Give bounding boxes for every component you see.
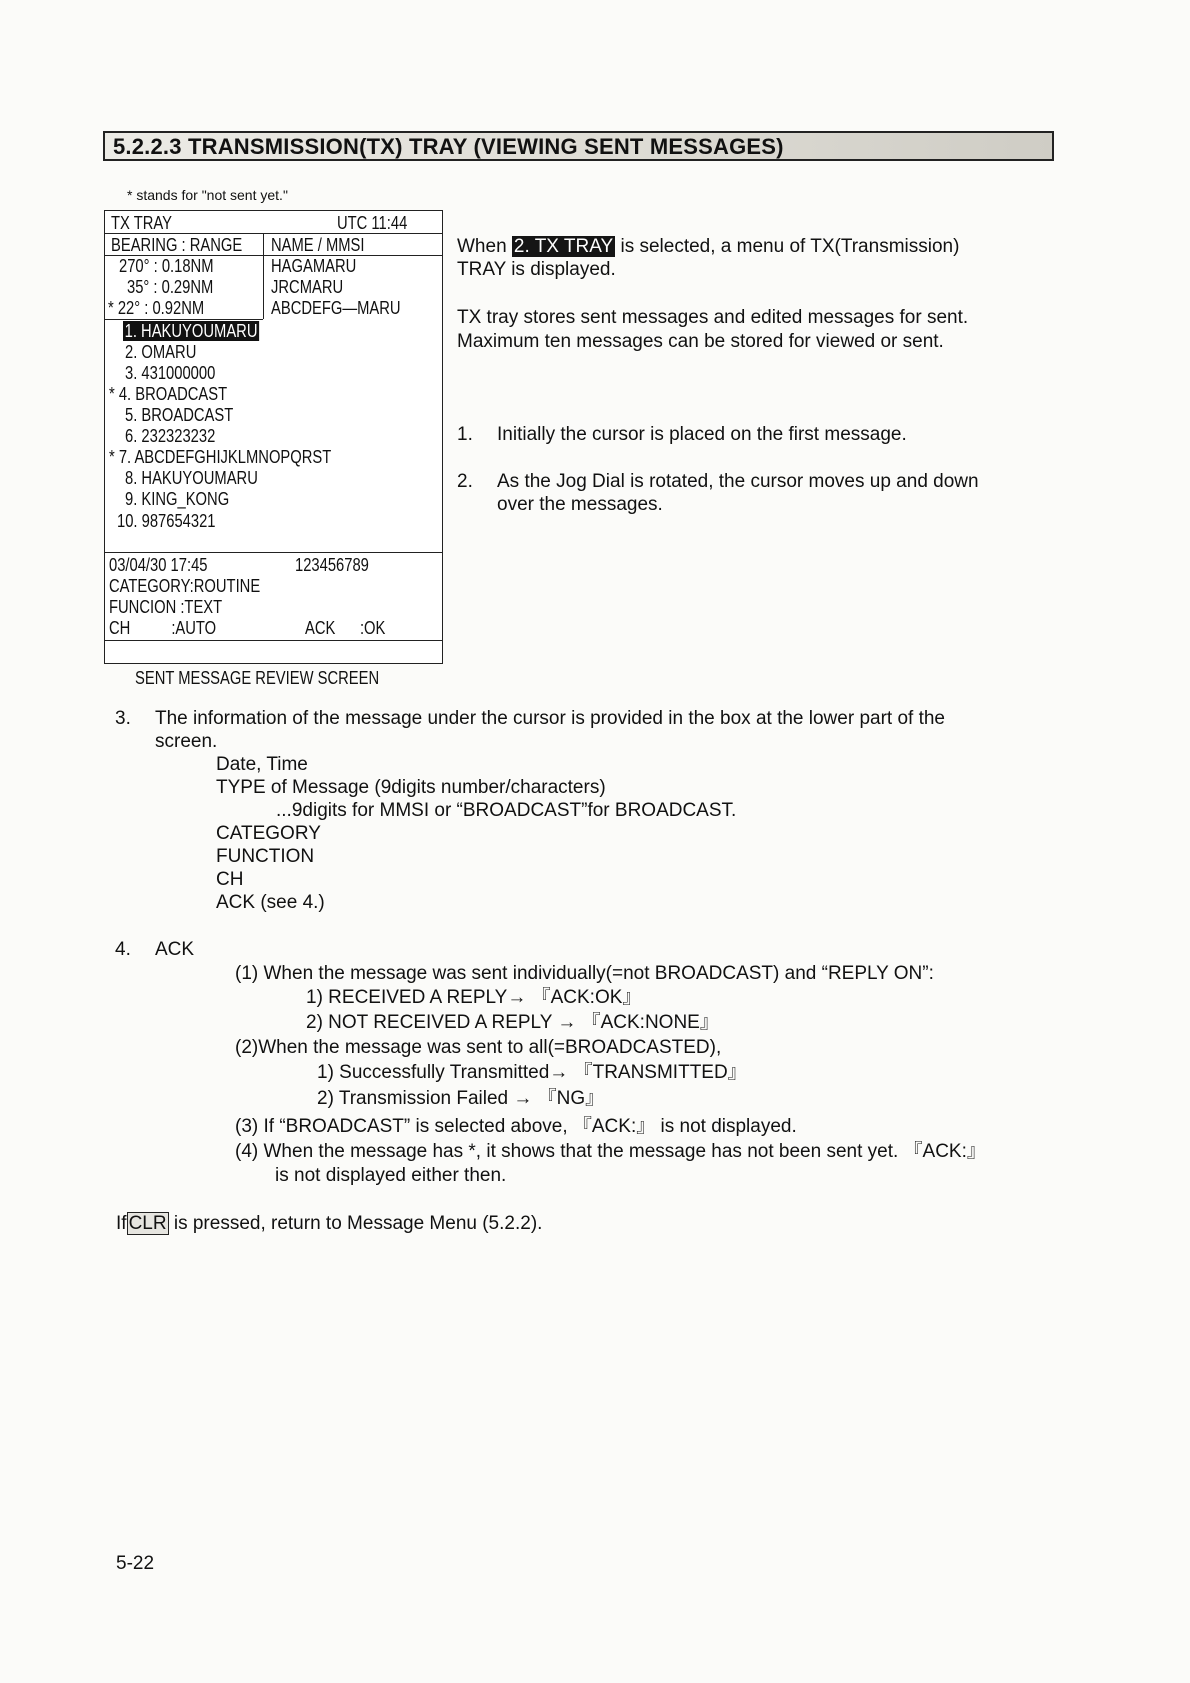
list-item-text: The information of the message under the cursor is provided in the box at the lower part of the [155, 708, 945, 729]
ack-rule: is not displayed either then. [275, 1165, 507, 1186]
screen-time: UTC 11:44 [337, 213, 408, 233]
target-name: HAGAMARU [271, 256, 357, 276]
message-item[interactable]: 5. BROADCAST [125, 405, 234, 425]
asterisk-note: * stands for "not sent yet." [127, 187, 288, 203]
intro-line: When 2. TX TRAY is selected, a menu of TX(Transmission) [457, 236, 960, 257]
message-item[interactable]: 10. 987654321 [117, 511, 216, 531]
info-category: CATEGORY:ROUTINE [109, 576, 261, 596]
list-item-title: ACK [155, 939, 195, 960]
list-number: 1. [457, 424, 473, 445]
ack-rule: (1) When the message was sent individually(=not BROADCAST) and “REPLY ON”: [235, 963, 934, 984]
section-title: 5.2.2.3 TRANSMISSION(TX) TRAY (VIEWING SENT MESSAGES) [113, 134, 784, 159]
info-ack: ACK :OK [305, 618, 386, 638]
list-item-text: screen. [155, 731, 218, 752]
message-item[interactable]: 2. OMARU [125, 342, 197, 362]
ack-rule: 2) Transmission Failed → 『NG』 [317, 1088, 605, 1109]
list-item-text: As the Jog Dial is rotated, the cursor moves up and down [497, 471, 979, 492]
ack-rule: 1) Successfully Transmitted→ 『TRANSMITTED』 [317, 1062, 747, 1083]
screen-caption: SENT MESSAGE REVIEW SCREEN [135, 668, 380, 688]
target-name: ABCDEFG—MARU [271, 298, 401, 318]
column-bearing-range: BEARING : RANGE [111, 235, 243, 255]
target-bearing: 270° : 0.18NM [119, 256, 214, 276]
message-item[interactable]: 9. KING_KONG [125, 489, 230, 509]
field-name: Date, Time [216, 754, 308, 775]
info-function: FUNCION :TEXT [109, 597, 223, 617]
info-channel: CH :AUTO [109, 618, 217, 638]
field-name: CATEGORY [216, 823, 321, 844]
message-item[interactable]: 3. 431000000 [125, 363, 216, 383]
column-name-mmsi: NAME / MMSI [271, 235, 365, 255]
ack-rule: 2) NOT RECEIVED A REPLY → 『ACK:NONE』 [306, 1012, 719, 1033]
list-number: 2. [457, 471, 473, 492]
list-item-text: over the messages. [497, 494, 663, 515]
field-name: CH [216, 869, 244, 890]
intro-line: TRAY is displayed. [457, 259, 616, 280]
info-datetime: 03/04/30 17:45 [109, 555, 208, 575]
target-name: JRCMARU [271, 277, 344, 297]
message-item[interactable]: * 4. BROADCAST [109, 384, 228, 404]
message-item[interactable]: * 7. ABCDEFGHIJKLMNOPQRST [109, 447, 332, 467]
clr-note: If CLR is pressed, return to Message Menu (5.2.2). [116, 1213, 543, 1234]
ack-rule: 1) RECEIVED A REPLY→ 『ACK:OK』 [306, 987, 642, 1008]
clr-key: CLR [128, 1213, 167, 1234]
description-line: TX tray stores sent messages and edited messages for sent. [457, 307, 969, 328]
target-bearing: * 22° : 0.92NM [108, 298, 205, 318]
field-name: ACK (see 4.) [216, 892, 325, 913]
list-number: 4. [115, 939, 131, 960]
field-name: TYPE of Message (9digits number/characters) [216, 777, 606, 798]
info-mmsi: 123456789 [295, 555, 369, 575]
ack-rule: (4) When the message has *, it shows that the message has not been sent yet. 『ACK:』 [235, 1141, 986, 1162]
ack-rule: (2)When the message was sent to all(=BROADCASTED), [235, 1037, 722, 1058]
screen-title: TX TRAY [111, 213, 172, 233]
field-detail: ...9digits for MMSI or “BROADCAST”for BROADCAST. [276, 800, 737, 821]
tx-tray-menu-key: 2. TX TRAY [513, 236, 614, 257]
section-header [103, 131, 1054, 161]
message-item[interactable]: 8. HAKUYOUMARU [125, 468, 258, 488]
field-name: FUNCTION [216, 846, 315, 867]
target-bearing: 35° : 0.29NM [127, 277, 214, 297]
list-number: 3. [115, 708, 131, 729]
message-item[interactable]: 6. 232323232 [125, 426, 216, 446]
list-item-text: Initially the cursor is placed on the first message. [497, 424, 907, 445]
message-item-selected[interactable]: 1. HAKUYOUMARU [124, 321, 258, 341]
description-line: Maximum ten messages can be stored for viewed or sent. [457, 331, 944, 352]
ack-rule: (3) If “BROADCAST” is selected above, 『ACK:』 is not displayed. [235, 1116, 797, 1137]
page-number: 5-22 [116, 1553, 155, 1574]
tx-tray-screen [104, 210, 443, 664]
